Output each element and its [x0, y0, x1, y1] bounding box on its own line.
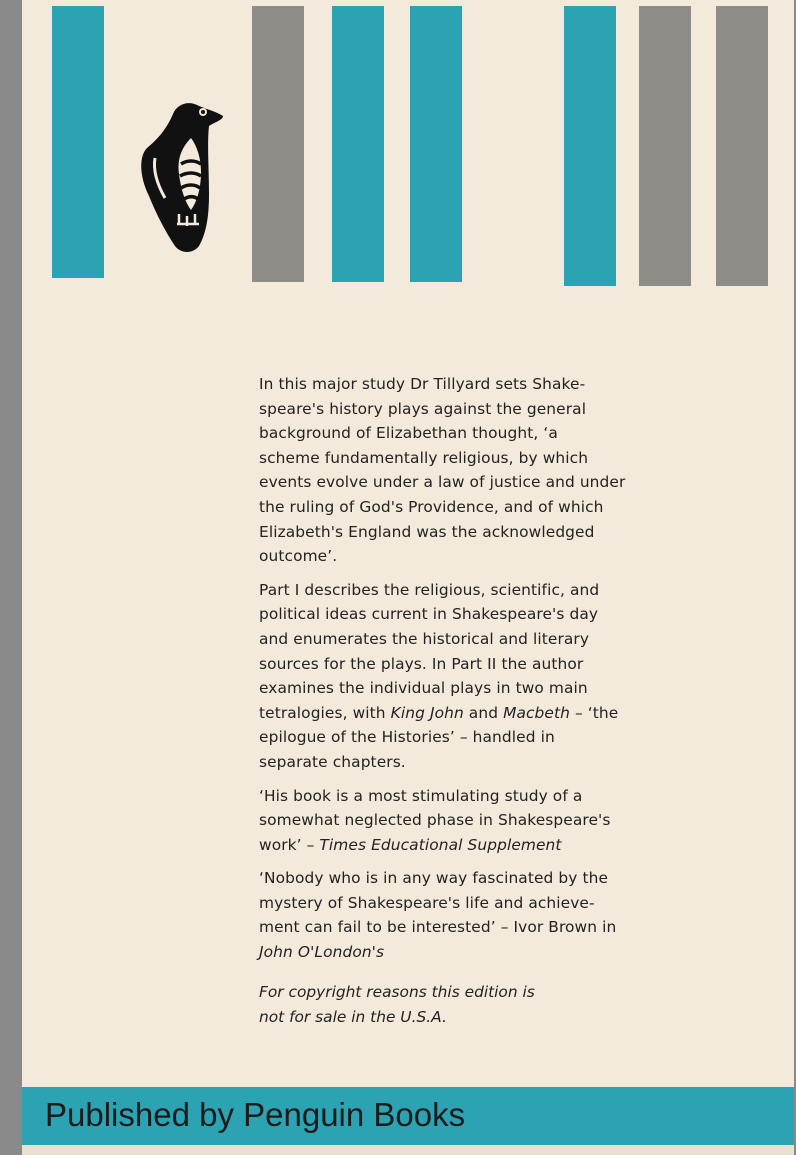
text-line: scheme fundamentally religious, by which	[259, 448, 589, 467]
text-line: sources for the plays. In Part II the author	[259, 654, 584, 673]
text-line: examines the individual plays in two main	[259, 679, 588, 698]
bottom-edge	[22, 1145, 794, 1155]
publisher-band	[22, 1087, 794, 1145]
stripe-grey-2	[639, 6, 691, 286]
text-fragment: tetralogies, with	[259, 703, 391, 722]
text-line: political ideas current in Shakespeare's day	[259, 605, 599, 624]
stripe-grey-1	[252, 6, 304, 282]
play-title-macbeth: Macbeth	[503, 703, 570, 722]
stripe-teal-2	[332, 6, 384, 282]
publisher-text: Published by Penguin Books	[45, 1096, 466, 1133]
text-line: speare's history plays against the general	[259, 399, 587, 418]
stripe-grey-3	[716, 6, 768, 286]
play-title-king-john: King John	[390, 703, 464, 722]
stripe-teal-1	[52, 6, 104, 278]
review-quote-1	[259, 784, 679, 858]
text-line: epilogue of the Histories’ – handled in	[259, 728, 555, 747]
text-line	[259, 940, 679, 965]
text-fragment: and	[463, 703, 504, 722]
blurb-paragraph-2	[259, 578, 679, 775]
pelican-peregrine-logo-icon	[137, 98, 227, 258]
text-line: Elizabeth's England was the acknowledged	[259, 522, 595, 541]
text-line	[259, 833, 679, 858]
text-line: Part I describes the religious, scientific, and	[259, 580, 600, 599]
text-line: outcome’.	[259, 547, 338, 566]
stripe-teal-4	[564, 6, 616, 286]
back-cover	[22, 0, 794, 1155]
text-line	[259, 701, 679, 726]
text-line: mystery of Shakespeare's life and achieve-	[259, 893, 595, 912]
review-quote-2	[259, 866, 679, 964]
text-fragment: work’ –	[259, 835, 320, 854]
text-line: background of Elizabethan thought, ‘a	[259, 424, 558, 443]
review-source: Times Educational Supplement	[319, 835, 562, 854]
text-line: In this major study Dr Tillyard sets Shake-	[259, 375, 586, 393]
text-line: ment can fail to be interested’ – Ivor Brown in	[259, 918, 617, 937]
text-line: and enumerates the historical and literary	[259, 629, 590, 648]
text-fragment: – ‘the	[569, 703, 619, 722]
text-line: somewhat neglected phase in Shakespeare's	[259, 811, 611, 830]
stripe-teal-3	[410, 6, 462, 282]
text-line: ‘Nobody who is in any way fascinated by the	[259, 869, 609, 888]
text-line: ‘His book is a most stimulating study of a	[259, 786, 583, 805]
text-line: For copyright reasons this edition is	[259, 983, 535, 1001]
review-source: John O'London's	[259, 943, 385, 962]
blurb-paragraph-1	[259, 372, 679, 569]
text-line: separate chapters.	[259, 752, 406, 771]
text-line: the ruling of God's Providence, and of which	[259, 497, 604, 516]
text-line: events evolve under a law of justice and under	[259, 473, 626, 492]
blurb-text	[259, 372, 679, 974]
copyright-notice	[259, 980, 679, 1029]
text-line: not for sale in the U.S.A.	[259, 1007, 447, 1026]
